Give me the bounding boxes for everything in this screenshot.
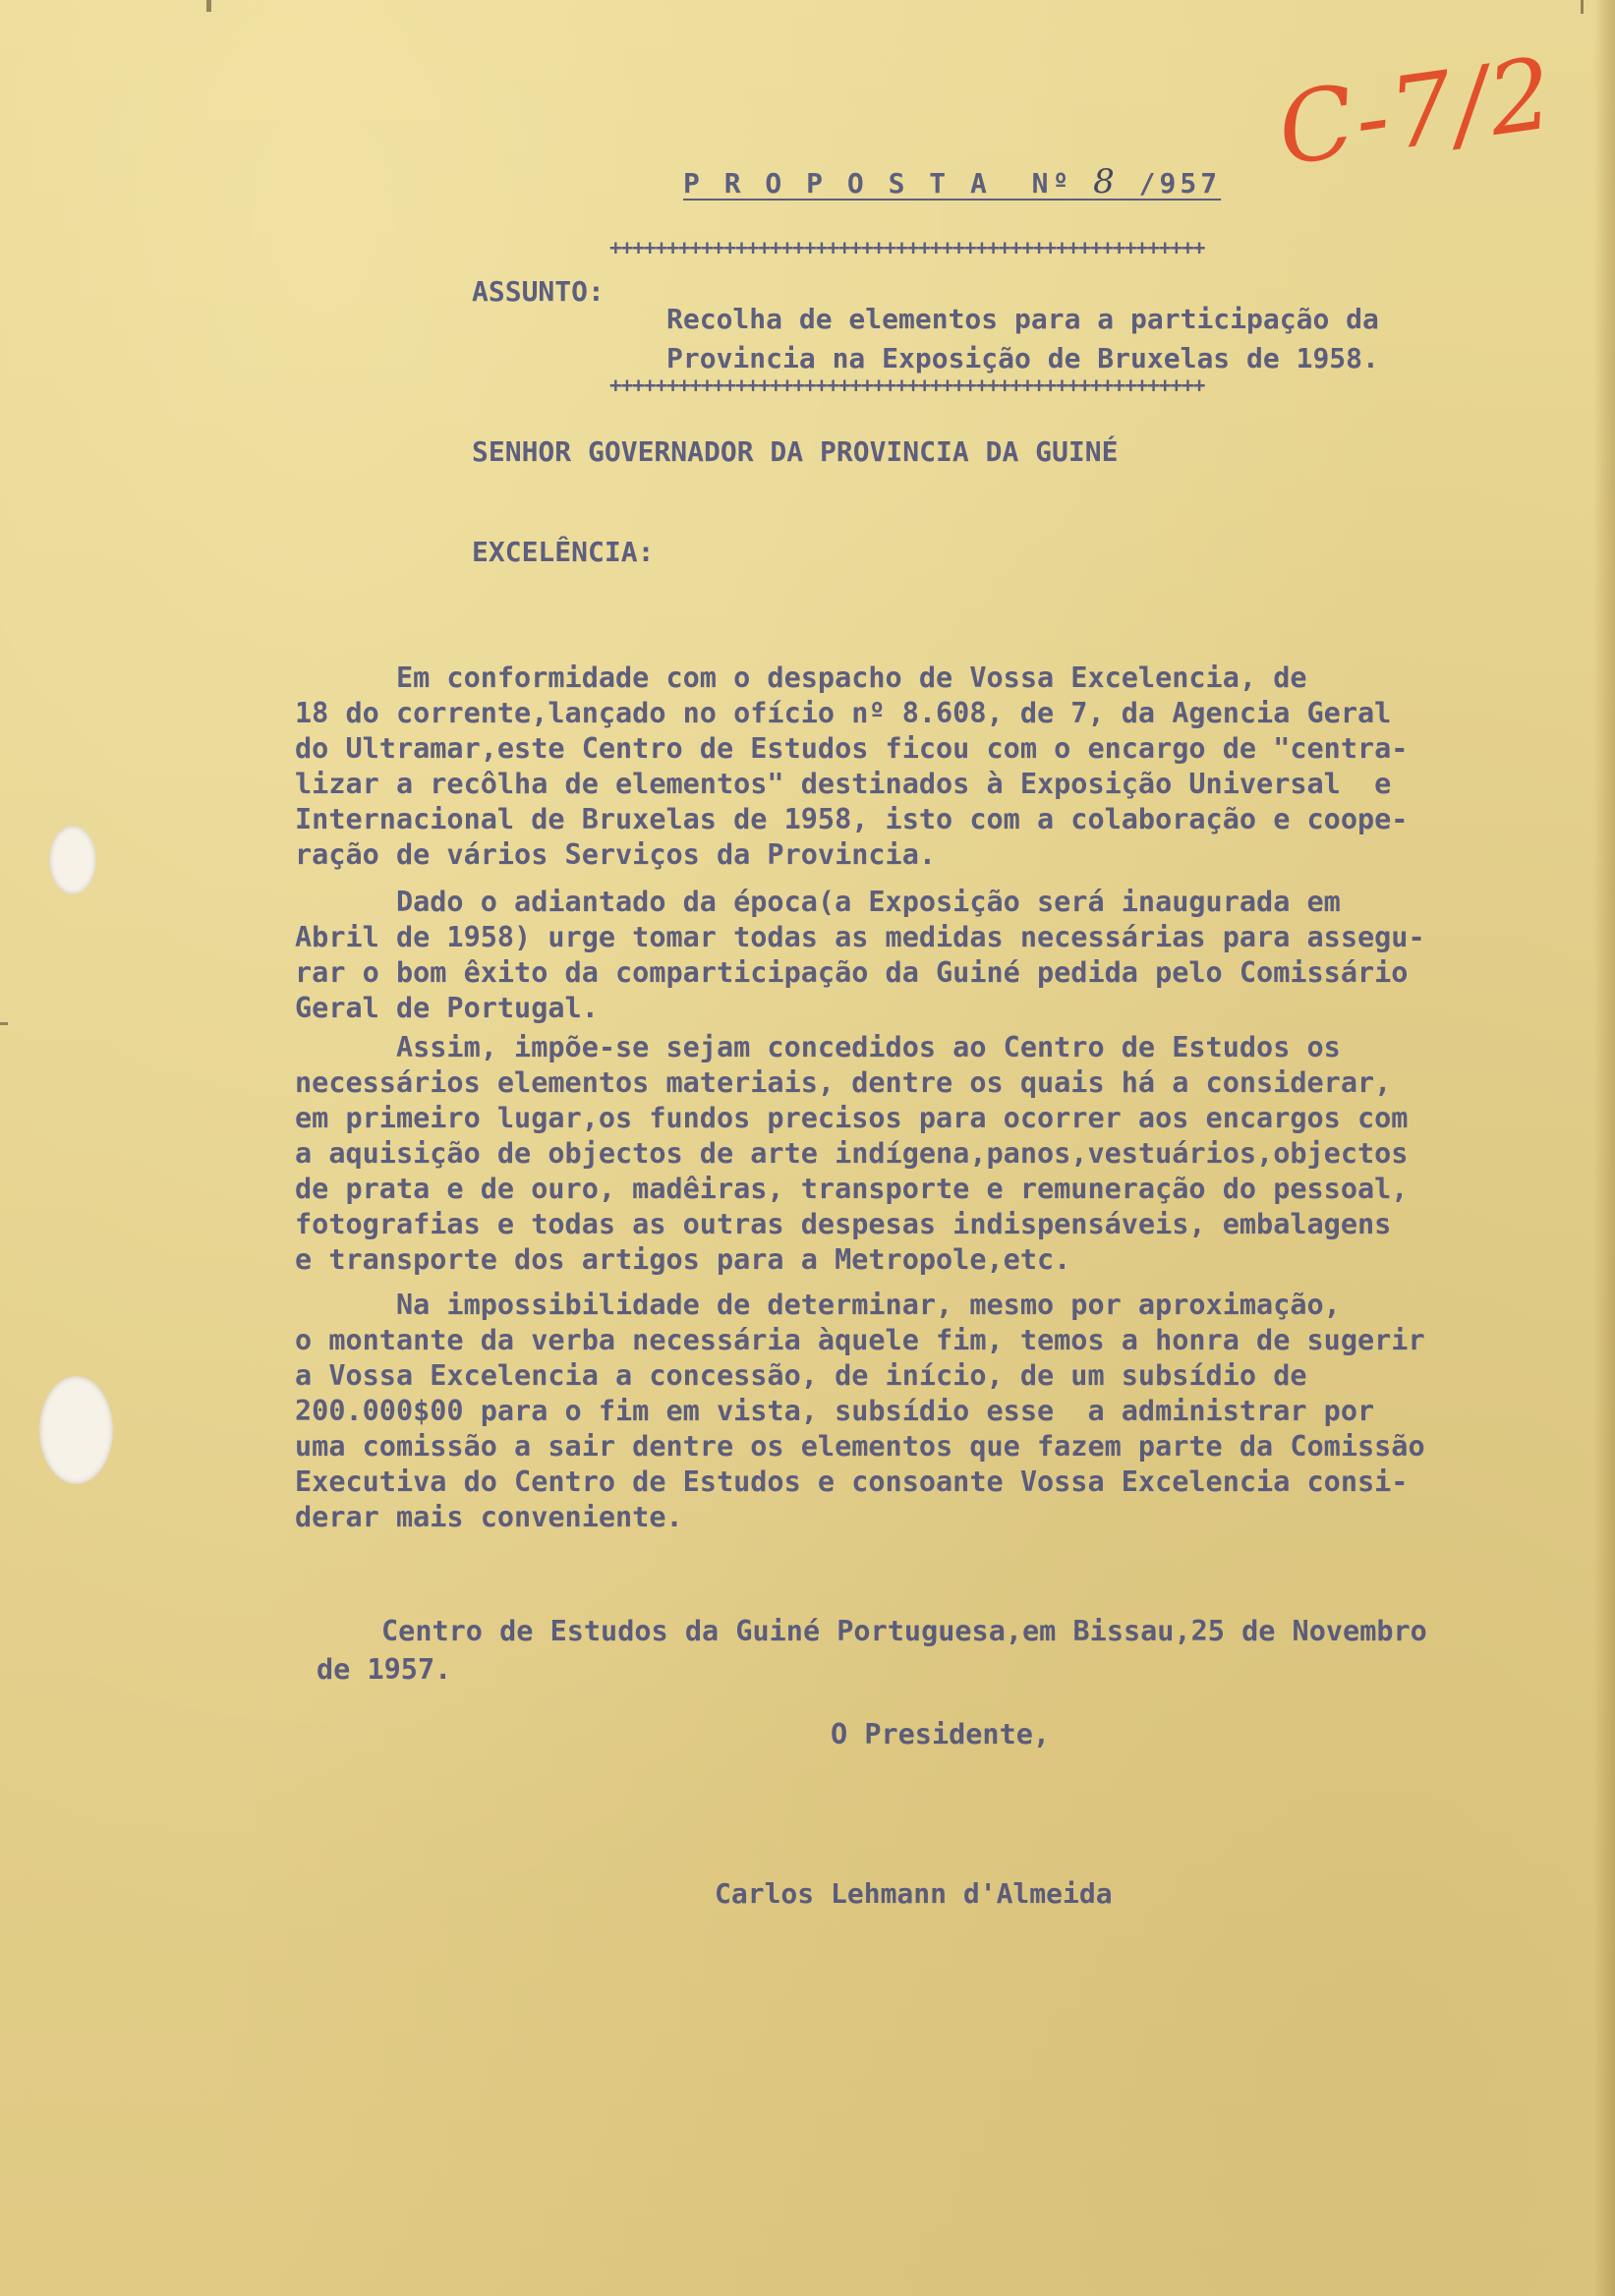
subject-label: ASSUNTO: (472, 275, 605, 308)
subject-line: Recolha de elementos para a participação da (666, 303, 1379, 335)
subject-text (666, 300, 1379, 378)
president-label: O Presidente, (831, 1718, 1051, 1751)
title-prefix: P R O P O S T A Nº (683, 167, 1094, 200)
page-mark (206, 0, 211, 12)
paragraph: Assim, impõe-se sejam concedidos ao Centro de Estudos os necessários elementos materiais, dentre os quais há a considerar, em primeiro lugar,os fundos precisos para ocorrer aos encargos com a aquisição de objectos de arte indígena,panos,vestuários,objectos de prata e de ouro, madêiras, transporte e remuneração do pessoal, fotografias e todas as outras despesas indispensáveis, embalagens e transporte dos artigos para a Metropole,etc. (295, 1031, 1409, 1276)
paragraph: Na impossibilidade de determinar, mesmo por aproximação, o montante da verba necessária àquele fim, temos a honra de sugerir a Vossa Excelencia a concessão, de início, de um subsídio de 200.000$00 para o fim em vista, subsídio esse a administrar por uma comissão a sair dentre os elementos que fazem parte da Comissão Executiva do Centro de Estudos e consoante Vossa Excelencia consi- derar mais conveniente. (295, 1289, 1425, 1533)
closing-year: de 1957. (317, 1653, 452, 1686)
handwritten-reference: C-7/2 (1271, 34, 1562, 189)
signer-name: Carlos Lehmann d'Almeida (715, 1877, 1113, 1910)
page-mark (1581, 0, 1584, 14)
title-number: 8 (1093, 162, 1119, 201)
binder-hole (49, 826, 96, 894)
paragraph: Dado o adiantado da época(a Exposição será inaugurada em Abril de 1958) urge tomar todas as medidas necessárias para assegu- rar o bom êxito da comparticipação da Guiné pedida pelo Comissário Geral de Portugal. (295, 886, 1425, 1024)
closing-location-date: Centro de Estudos da Guiné Portuguesa,em Bissau,25 de Novembro (381, 1615, 1427, 1647)
paper-edge-shadow (1593, 0, 1615, 2296)
title-suffix: /957 (1118, 167, 1222, 200)
salutation: EXCELÊNCIA: (472, 536, 655, 568)
paragraph: Em conformidade com o despacho de Vossa Excelencia, de 18 do corrente,lançado no ofício nº 8.608, de 7, da Agencia Geral do Ultramar,este Centro de Estudos ficou com o encargo de "centra- lizar a recôlha de elementos" destinados à Exposição Universal e Internacional de Bruxelas de 1958, isto com a colaboração e coope- ração de vários Serviços da Provincia. (295, 661, 1409, 871)
separator-top: ++++++++++++++++++++++++++++++++++++++++++++++++++++ (609, 236, 1205, 259)
subject-line: Provincia na Exposição de Bruxelas de 1958. (666, 342, 1379, 374)
addressee: SENHOR GOVERNADOR DA PROVINCIA DA GUINÉ (472, 435, 1119, 468)
document-title (683, 162, 1221, 201)
separator-bottom: ++++++++++++++++++++++++++++++++++++++++++++++++++++ (609, 373, 1205, 397)
binder-hole (39, 1376, 113, 1484)
page-mark (0, 1022, 8, 1025)
